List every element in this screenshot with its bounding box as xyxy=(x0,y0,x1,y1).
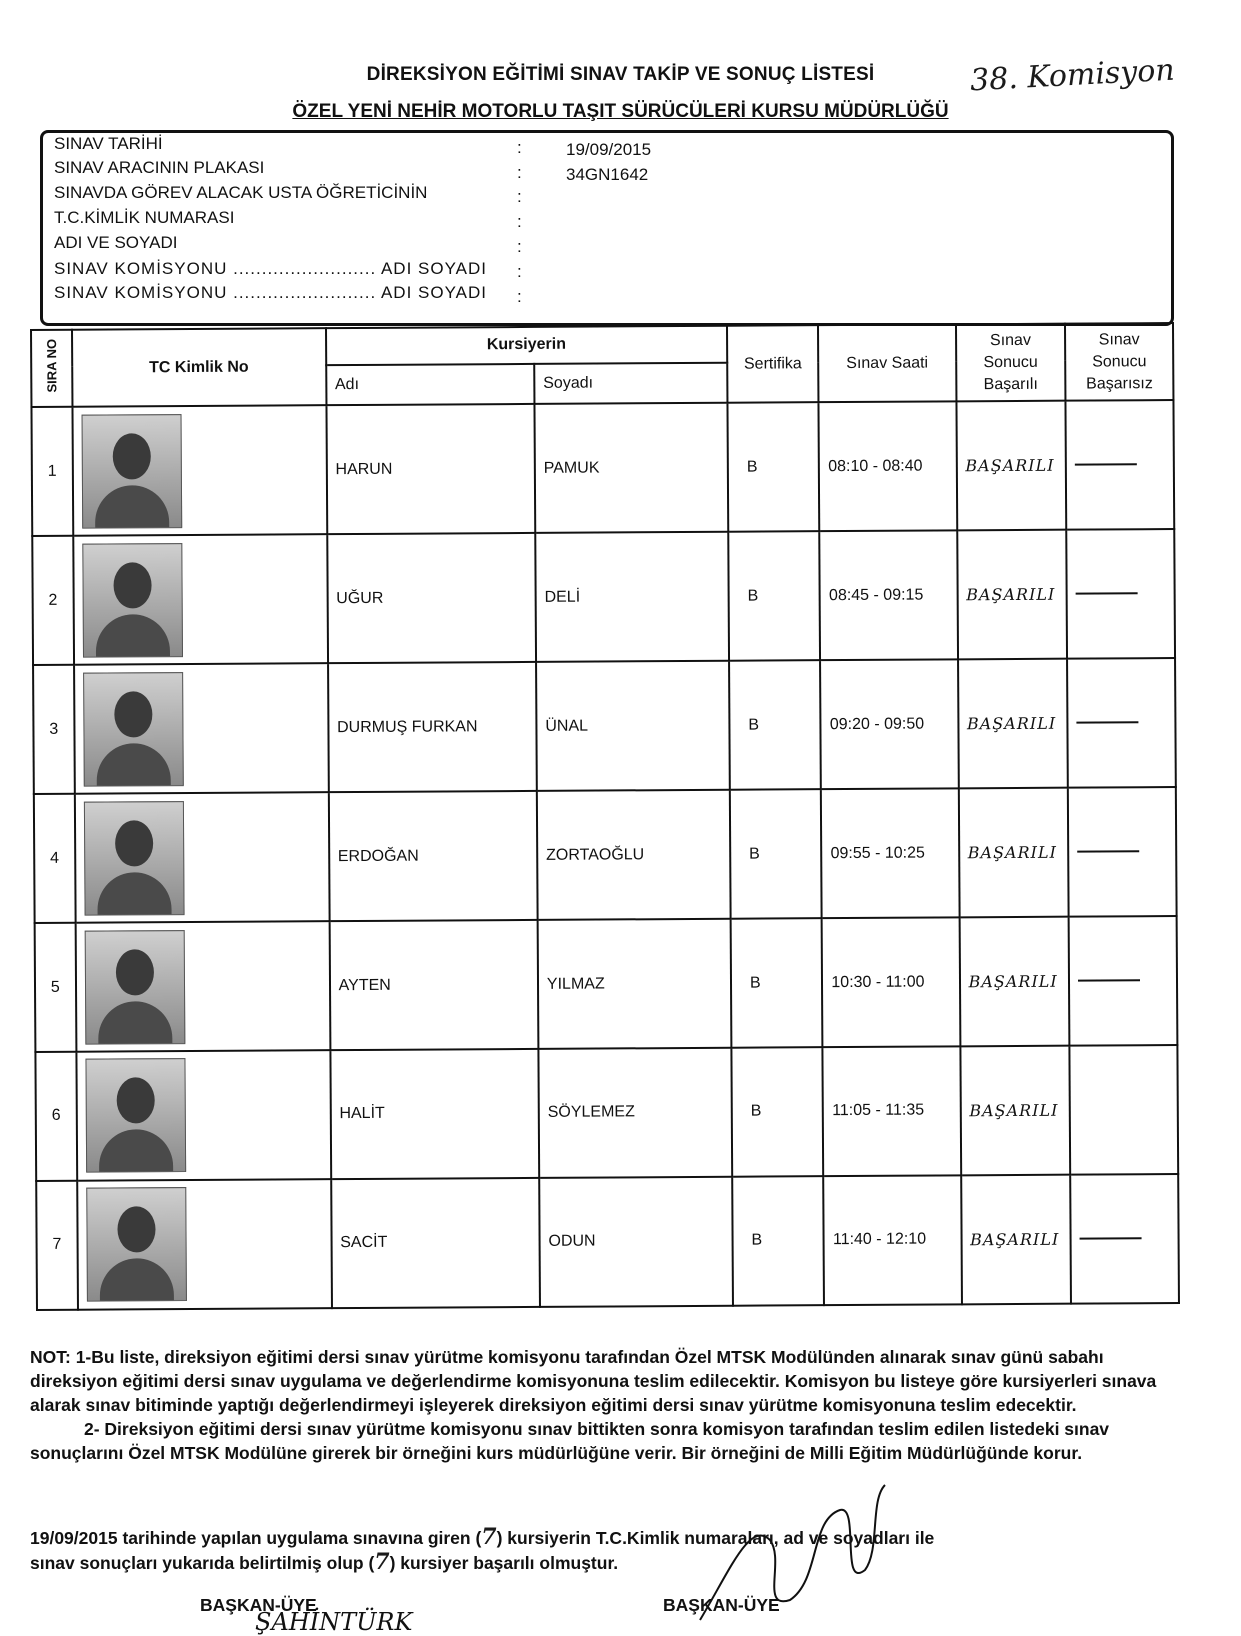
certificate: B xyxy=(731,918,823,1048)
note-paragraph-1: NOT: 1-Bu liste, direksiyon eğitimi dersi sınav yürütme komisyonu tarafından Özel MTSK Modülünden alınarak sınav günü sabahı direksiyon eğitimi dersi sınav uygulama ve değerlendirme komisyonuna teslim edilecektir. Komisyon bu listeye göre kursiyerleri sınava alarak sınav bitiminde yaptığı değerlendirmeyi işleyerek direksiyon eğitimi dersi sınav yürütme komisyonuna teslim edecektir. xyxy=(30,1347,1157,1415)
certificate: B xyxy=(731,1047,823,1177)
tc-cell xyxy=(74,663,329,794)
exam-time: 08:45 - 09:15 xyxy=(820,530,958,660)
exam-time: 09:55 - 10:25 xyxy=(821,788,959,918)
col-soyadi-header: Soyadı xyxy=(534,362,727,404)
exam-time: 09:20 - 09:50 xyxy=(820,659,958,789)
info-colon: : xyxy=(517,212,522,231)
first-name: UĞUR xyxy=(327,533,536,663)
result-failed xyxy=(1068,787,1177,917)
col-sira-header: SIRA NO xyxy=(31,330,72,407)
school-name: ÖZEL YENİ NEHİR MOTORLU TAŞIT SÜRÜCÜLERİ KURSU MÜDÜRLÜĞÜ xyxy=(292,101,949,122)
summary-text: ) kursiyerin T.C.Kimlik numaraları, ad ve soyadları ile xyxy=(496,1528,935,1548)
first-name: HARUN xyxy=(326,404,535,534)
exam-time: 08:10 - 08:40 xyxy=(819,402,957,532)
row-number: 7 xyxy=(36,1181,77,1310)
applicant-photo xyxy=(82,543,183,658)
exam-date-value: 19/09/2015 xyxy=(566,140,652,159)
vehicle-plate-value: 34GN1642 xyxy=(566,165,649,184)
certificate: B xyxy=(729,660,821,790)
col-adi-header: Adı xyxy=(326,363,535,405)
note-paragraph-2: 2- Direksiyon eğitimi dersi sınav yürütme komisyonu sınav bittikten sonra komisyon tarafından teslim edilen listedeki sınav sonuçlarını Özel MTSK Modülüne girerek bir örneğini kurs müdürlüğüne verir. Bir örneğini de Milli Eğitim Müdürlüğünde korur. xyxy=(30,1419,1110,1463)
result-failed xyxy=(1069,916,1178,1046)
table-row xyxy=(32,529,1175,665)
row-number: 3 xyxy=(33,665,74,794)
applicant-photo xyxy=(86,1188,187,1303)
handwritten-count: 7 xyxy=(481,1524,497,1550)
last-name: ÜNAL xyxy=(536,661,730,791)
last-name: ODUN xyxy=(539,1177,733,1307)
info-label-name: ADI VE SOYADI xyxy=(54,233,178,252)
summary-statement xyxy=(30,1525,1210,1575)
first-name: ERDOĞAN xyxy=(328,791,537,921)
tc-cell xyxy=(74,792,329,923)
table-row xyxy=(35,916,1178,1052)
first-name: AYTEN xyxy=(329,920,538,1050)
result-passed: BAŞARILI xyxy=(959,917,1070,1047)
col-saat-header: Sınav Saati xyxy=(818,324,956,402)
summary-text: sınav sonuçları yukarıda belirtilmiş olup ( xyxy=(30,1553,375,1573)
result-failed xyxy=(1070,1045,1179,1175)
row-number: 5 xyxy=(35,923,76,1052)
note-section xyxy=(30,1345,1180,1465)
handwritten-count: 7 xyxy=(374,1549,390,1575)
tc-cell xyxy=(73,534,328,665)
applicant-photo xyxy=(81,414,182,529)
table-row xyxy=(35,1045,1178,1181)
result-failed xyxy=(1066,529,1175,659)
table-row xyxy=(36,1174,1179,1310)
col-basarisiz-header: Sınav Sonucu Başarısız xyxy=(1065,323,1173,401)
applicant-photo xyxy=(84,930,185,1045)
document-title: DİREKSİYON EĞİTİMİ SINAV TAKİP VE SONUÇ LİSTESİ xyxy=(366,64,875,85)
table-row xyxy=(33,658,1176,794)
tc-cell xyxy=(76,1050,331,1181)
col-kursiyerin-header: Kursiyerin xyxy=(326,326,728,365)
applicant-photo xyxy=(83,672,184,787)
table-row xyxy=(31,400,1174,536)
first-name: HALİT xyxy=(330,1049,539,1179)
last-name: SÖYLEMEZ xyxy=(538,1048,732,1178)
tc-cell xyxy=(77,1179,332,1310)
row-number: 4 xyxy=(34,794,75,923)
info-label-commission-1: SINAV KOMİSYONU ......................... ADI SOYADI xyxy=(54,259,488,278)
signature-name-left: ŞAHİNTÜRK xyxy=(255,1608,413,1636)
exam-time: 10:30 - 11:00 xyxy=(822,917,960,1047)
summary-line-2 xyxy=(30,1550,1210,1575)
certificate: B xyxy=(727,402,819,532)
info-label-vehicle-plate: SINAV ARACININ PLAKASI xyxy=(54,158,265,177)
row-number: 6 xyxy=(35,1052,76,1181)
summary-line-1 xyxy=(30,1525,1210,1550)
first-name: DURMUŞ FURKAN xyxy=(328,662,537,792)
applicant-photo xyxy=(85,1059,186,1174)
tc-cell xyxy=(75,921,330,1052)
results-table xyxy=(30,322,1180,1311)
last-name: PAMUK xyxy=(534,403,728,533)
result-passed: BAŞARILI xyxy=(960,1046,1071,1176)
summary-text: 19/09/2015 tarihinde yapılan uygulama sınavına giren ( xyxy=(30,1528,482,1548)
table-row xyxy=(34,787,1177,923)
summary-text: ) kursiyer başarılı olmuştur. xyxy=(389,1553,619,1573)
col-sertifika-header: Sertifika xyxy=(727,325,819,403)
result-passed: BAŞARILI xyxy=(958,788,1069,918)
result-failed xyxy=(1070,1174,1179,1304)
result-failed xyxy=(1067,658,1176,788)
row-number: 2 xyxy=(32,536,73,665)
info-colon: : xyxy=(517,262,522,281)
col-basarili-header: Sınav Sonucu Başarılı xyxy=(956,324,1066,402)
result-failed xyxy=(1066,400,1175,530)
tc-cell xyxy=(72,405,327,536)
exam-time: 11:40 - 12:10 xyxy=(824,1175,962,1305)
info-label-commission-2: SINAV KOMİSYONU ......................... ADI SOYADI xyxy=(54,283,488,302)
applicant-photo xyxy=(84,801,185,916)
signature-scribble-right xyxy=(690,1480,890,1634)
exam-time: 11:05 - 11:35 xyxy=(823,1046,961,1176)
result-passed: BAŞARILI xyxy=(961,1175,1072,1305)
first-name: SACİT xyxy=(331,1178,540,1308)
info-colon: : xyxy=(517,287,522,306)
result-passed: BAŞARILI xyxy=(958,659,1069,789)
result-passed: BAŞARILI xyxy=(956,401,1067,531)
row-number: 1 xyxy=(31,407,72,536)
last-name: YILMAZ xyxy=(538,919,732,1049)
result-passed: BAŞARILI xyxy=(957,530,1068,660)
certificate: B xyxy=(732,1176,824,1306)
info-colon: : xyxy=(517,163,522,182)
last-name: DELİ xyxy=(535,532,729,662)
info-colon: : xyxy=(517,138,522,157)
info-label-instructor: SINAVDA GÖREV ALACAK USTA ÖĞRETİCİNİN xyxy=(54,183,428,202)
info-colon: : xyxy=(517,187,522,206)
col-tc-header: TC Kimlik No xyxy=(72,328,326,407)
signature-label-right: BAŞKAN-ÜYE xyxy=(663,1595,780,1615)
info-label-tc-number: T.C.KİMLİK NUMARASI xyxy=(54,208,235,227)
handwritten-commission-note: 38. Komisyon xyxy=(969,52,1176,99)
certificate: B xyxy=(730,789,822,919)
info-colon: : xyxy=(517,237,522,256)
signature-label-left: BAŞKAN-ÜYE xyxy=(200,1595,317,1615)
last-name: ZORTAOĞLU xyxy=(537,790,731,920)
certificate: B xyxy=(728,531,820,661)
info-label-exam-date: SINAV TARİHİ xyxy=(54,134,163,153)
